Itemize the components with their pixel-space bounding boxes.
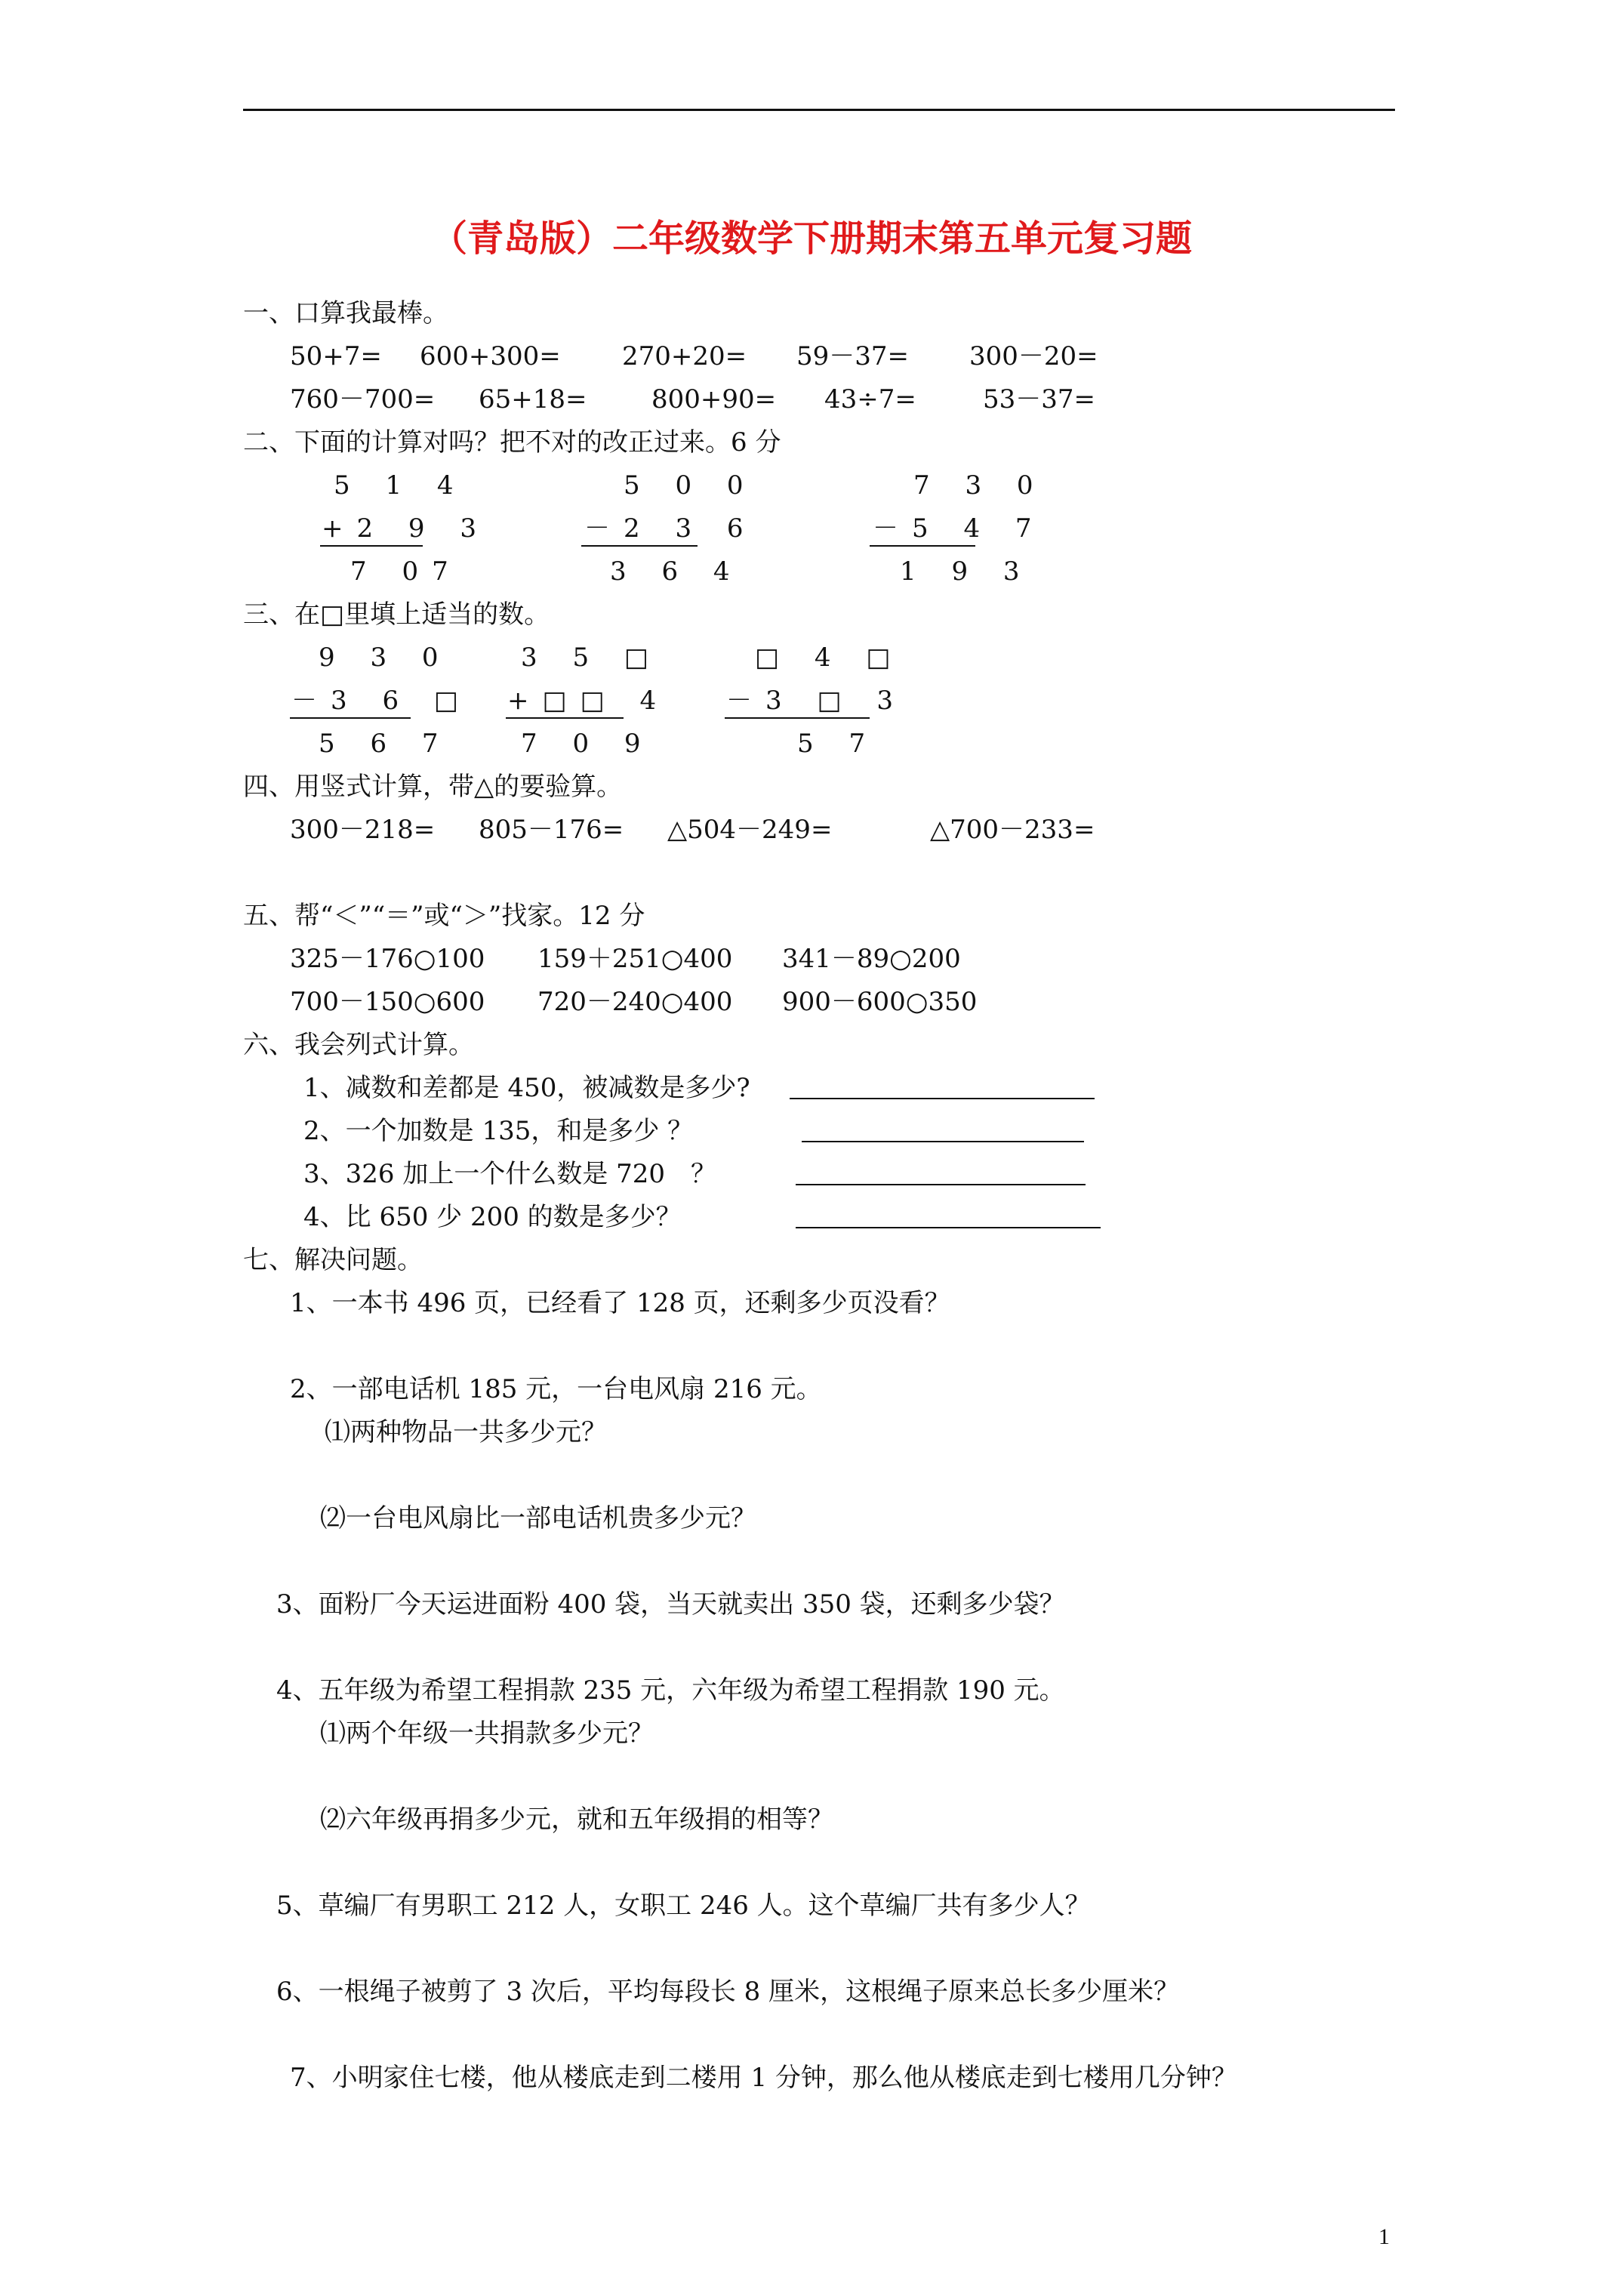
section-6-heading: 六、我会列式计算。	[243, 1030, 474, 1060]
problem-question: 5、草编厂有男职工 212 人，女职工 246 人。这个草编厂共有多少人？	[276, 1891, 1091, 1921]
compare-item: 325－176○100	[290, 944, 485, 974]
oral-calc-item: 270+20=	[622, 341, 747, 371]
written-calc-item: 300－218=	[290, 815, 436, 845]
vertical-calc-top: 5 1 4	[334, 470, 467, 501]
vertical-calc-result: 3 6 4	[610, 556, 744, 587]
written-calc-item: △700－233=	[930, 815, 1095, 845]
problem-subquestion: ⑴两个年级一共捐款多少元？	[320, 1718, 654, 1749]
oral-calc-item: 43÷7=	[824, 384, 916, 415]
oral-calc-item: 65+18=	[479, 384, 587, 415]
fill-box-underline	[725, 717, 870, 719]
problem-question: 2、一部电话机 185 元，一台电风扇 216 元。	[290, 1374, 822, 1404]
compare-item: 700－150○600	[290, 987, 485, 1017]
oral-calc-item: 300－20=	[969, 341, 1098, 371]
answer-line[interactable]	[790, 1098, 1095, 1099]
problem-subquestion: ⑵六年级再捐多少元，就和五年级捐的相等？	[320, 1804, 833, 1835]
vertical-calc-top: 7 3 0	[913, 470, 1047, 501]
section-4-heading: 四、用竖式计算，带△的要验算。	[243, 772, 623, 802]
problem-question: 4、五年级为希望工程捐款 235 元，六年级为希望工程捐款 190 元。	[276, 1675, 1065, 1706]
section-3-heading: 三、在□里填上适当的数。	[243, 599, 550, 630]
oral-calc-item: 53－37=	[983, 384, 1096, 415]
answer-line[interactable]	[802, 1141, 1084, 1142]
fill-box-second: －3 □ 3	[726, 686, 907, 716]
written-calc-item: 805－176=	[479, 815, 624, 845]
page-number: 1	[1378, 2224, 1390, 2249]
answer-line[interactable]	[796, 1184, 1086, 1185]
section-7-heading: 七、解决问题。	[243, 1245, 423, 1275]
fill-box-top: □ 4 □	[755, 643, 904, 673]
section-2-heading: 二、下面的计算对吗？把不对的改正过来。6 分	[243, 427, 781, 458]
word-problem: 2、一个加数是 135，和是多少 ？	[303, 1116, 694, 1146]
problem-subquestion: ⑵一台电风扇比一部电话机贵多少元？	[320, 1503, 756, 1533]
compare-item: 341－89○200	[782, 944, 961, 974]
problem-question: 3、面粉厂今天运进面粉 400 袋，当天就卖出 350 袋，还剩多少袋？	[276, 1589, 1065, 1620]
oral-calc-item: 59－37=	[796, 341, 910, 371]
vertical-calc-underline	[581, 545, 698, 547]
section-5-heading: 五、帮“＜”“＝”或“＞”找家。12 分	[243, 901, 645, 931]
vertical-calc-top: 5 0 0	[624, 470, 757, 501]
problem-question: 1、一本书 496 页，已经看了 128 页，还剩多少页没看？	[290, 1288, 950, 1318]
fill-box-result: 5 6 7	[319, 729, 452, 759]
problem-question: 6、一根绳子被剪了 3 次后，平均每段长 8 厘米，这根绳子原来总长多少厘米？	[276, 1977, 1180, 2007]
fill-box-result: 5 7	[797, 729, 879, 759]
vertical-calc-second: －5 4 7	[873, 513, 1046, 544]
vertical-calc-second: +2 9 3	[322, 513, 490, 544]
problem-question: 7、小明家住七楼，他从楼底走到二楼用 1 分钟，那么他从楼底走到七楼用几分钟？	[290, 2063, 1237, 2093]
word-problem: 1、减数和差都是 450，被减数是多少?	[303, 1073, 750, 1103]
written-calc-item: △504－249=	[667, 815, 833, 845]
compare-item: 720－240○400	[537, 987, 733, 1017]
vertical-calc-underline	[320, 545, 423, 547]
oral-calc-item: 760－700=	[290, 384, 436, 415]
fill-box-top: 3 5 □	[521, 643, 663, 673]
fill-box-underline	[506, 717, 624, 719]
compare-item: 159＋251○400	[537, 944, 733, 974]
fill-box-underline	[290, 717, 411, 719]
section-1-heading: 一、口算我最棒。	[243, 298, 448, 328]
compare-item: 900－600○350	[782, 987, 978, 1017]
header-rule	[243, 109, 1395, 111]
vertical-calc-second: －2 3 6	[584, 513, 757, 544]
fill-box-result: 7 0 9	[521, 729, 654, 759]
word-problem: 4、比 650 少 200 的数是多少？	[303, 1202, 682, 1232]
problem-subquestion: ⑴两种物品一共多少元？	[325, 1417, 607, 1447]
fill-box-second: －3 6 □	[291, 686, 473, 716]
fill-box-second: +□□ 4	[507, 686, 670, 716]
vertical-calc-underline	[870, 545, 975, 547]
oral-calc-item: 600+300=	[420, 341, 561, 371]
document-title: （青岛版）二年级数学下册期末第五单元复习题	[430, 217, 1192, 260]
fill-box-top: 9 3 0	[319, 643, 452, 673]
vertical-calc-result: 7 07	[350, 556, 462, 587]
oral-calc-item: 50+7=	[290, 341, 382, 371]
answer-line[interactable]	[796, 1227, 1101, 1228]
vertical-calc-result: 1 9 3	[900, 556, 1033, 587]
word-problem: 3、326 加上一个什么数是 720 ？	[303, 1159, 717, 1189]
oral-calc-item: 800+90=	[651, 384, 777, 415]
